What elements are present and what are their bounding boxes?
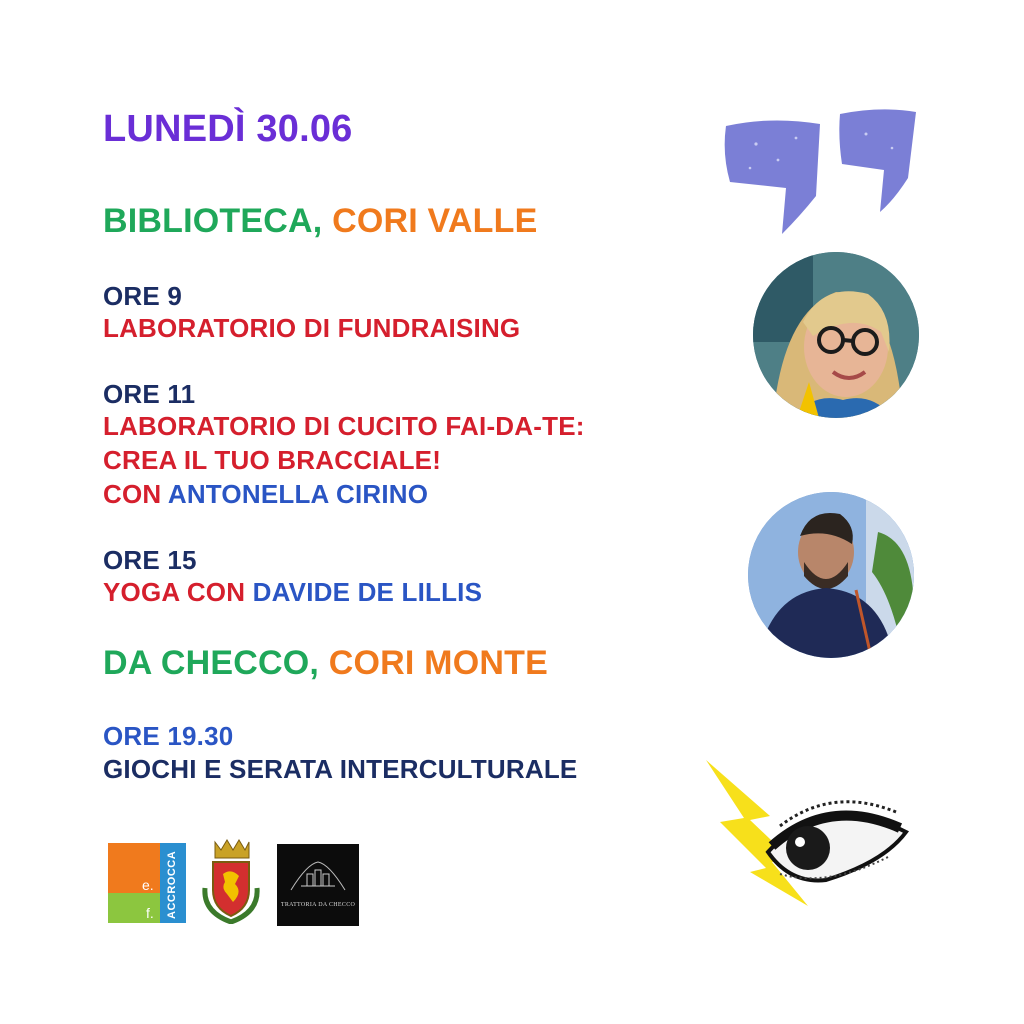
avatar-host-1 bbox=[753, 252, 919, 418]
event-title: LABORATORIO DI FUNDRAISING bbox=[103, 313, 521, 343]
host-name: ANTONELLA CIRINO bbox=[167, 479, 429, 509]
ef-name: ACCROCCA bbox=[166, 850, 178, 919]
event-title: LABORATORIO DI CUCITO FAI-DA-TE: bbox=[103, 411, 585, 441]
quote-marks-icon bbox=[716, 104, 922, 240]
venue-name: DA CHECCO, bbox=[103, 644, 320, 682]
venue-heading-2 bbox=[103, 644, 548, 683]
avatar-host-2 bbox=[748, 492, 914, 658]
ef-letter-f: f. bbox=[146, 905, 154, 921]
event-title bbox=[103, 576, 482, 608]
event-activity: YOGA CON bbox=[103, 577, 246, 607]
event-time: ORE 15 bbox=[103, 545, 197, 575]
ef-accrocca-logo bbox=[108, 843, 186, 923]
event-time: ORE 9 bbox=[103, 281, 183, 311]
venue-heading-1 bbox=[103, 202, 537, 241]
event-title: CREA IL TUO BRACCIALE! bbox=[103, 445, 442, 475]
venue-place: CORI MONTE bbox=[328, 644, 548, 682]
event-host bbox=[103, 478, 428, 510]
trattoria-logo bbox=[277, 844, 359, 926]
event-time: ORE 11 bbox=[103, 379, 196, 409]
date-heading: LUNEDÌ 30.06 bbox=[103, 108, 353, 150]
trattoria-name: TRATTORIA DA CHECCO bbox=[280, 902, 356, 908]
coat-of-arms-logo bbox=[201, 838, 261, 924]
host-label: CON bbox=[103, 479, 162, 509]
eye-lightning-icon bbox=[700, 756, 920, 924]
event-title: GIOCHI E SERATA INTERCULTURALE bbox=[103, 754, 578, 784]
ef-letter-e: e. bbox=[142, 877, 154, 893]
venue-place: CORI VALLE bbox=[332, 202, 538, 240]
event-time: ORE 19.30 bbox=[103, 721, 234, 751]
venue-name: BIBLIOTECA, bbox=[103, 202, 323, 240]
host-name: DAVIDE DE LILLIS bbox=[252, 577, 483, 607]
